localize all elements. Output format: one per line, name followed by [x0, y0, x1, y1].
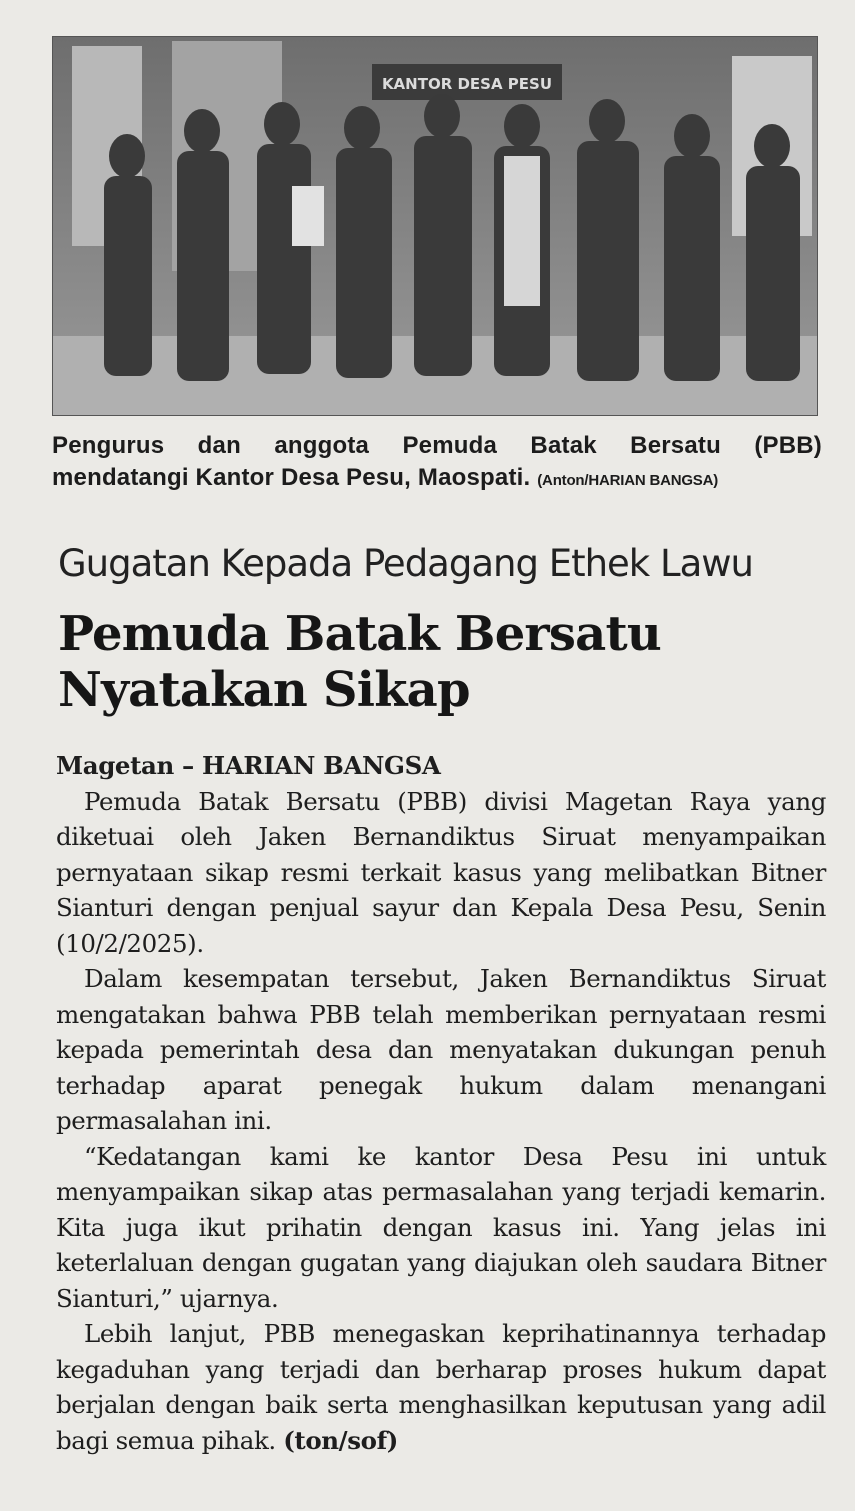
dateline: Magetan – HARIAN BANGSA [56, 751, 441, 780]
headline-line-1: Pemuda Batak Bersatu [58, 606, 661, 662]
paragraph-last [56, 1316, 826, 1458]
paragraph-last-text: Lebih lanjut, PBB menegaskan keprihatinannya terhadap kegaduhan yang terjadi dan berharap proses hukum dapat berjalan dengan baik serta menghasilkan keputusan yang adil bagi semua pihak. [56, 1319, 826, 1455]
photo-caption [52, 430, 822, 497]
paragraph: Pemuda Batak Bersatu (PBB) divisi Magetan Raya yang diketuai oleh Jaken Bernandiktus Siruat menyampaikan pernyataan sikap resmi terkait kasus yang melibatkan Bitner Sianturi dengan penjual sayur dan Kepala Desa Pesu, Senin (10/2/2025). [56, 786, 826, 958]
kicker: Gugatan Kepada Pedagang Ethek Lawu [58, 542, 753, 585]
paragraph: Dalam kesempatan tersebut, Jaken Bernandiktus Siruat mengatakan bahwa PBB telah memberikan pernyataan resmi kepada pemerintah desa dan menyatakan dukungan penuh terhadap aparat penegak hukum dalam menangani permasalahan ini. [56, 964, 826, 1135]
headline [58, 606, 818, 718]
signoff: (ton/sof) [283, 1425, 398, 1455]
caption-line-1: Pengurus dan anggota Pemuda Batak Bersatu (PBB) [52, 432, 822, 459]
news-photo [52, 36, 818, 416]
office-sign: KANTOR DESA PESU [381, 75, 553, 93]
group-photo-illustration [52, 36, 818, 416]
paragraph: “Kedatangan kami ke kantor Desa Pesu ini untuk menyampaikan sikap atas permasalahan yang terjadi kemarin. Kita juga ikut prihatin dengan kasus ini. Yang jelas ini keterlaluan dengan gugatan yang diajukan oleh saudara Bitner Sianturi,” ujarnya. [56, 1141, 826, 1313]
photo-credit: (Anton/HARIAN BANGSA) [537, 472, 719, 489]
headline-line-2: Nyatakan Sikap [58, 662, 470, 718]
article-body [56, 748, 826, 1458]
caption-line-2: mendatangi Kantor Desa Pesu, Maospati. [52, 464, 531, 491]
